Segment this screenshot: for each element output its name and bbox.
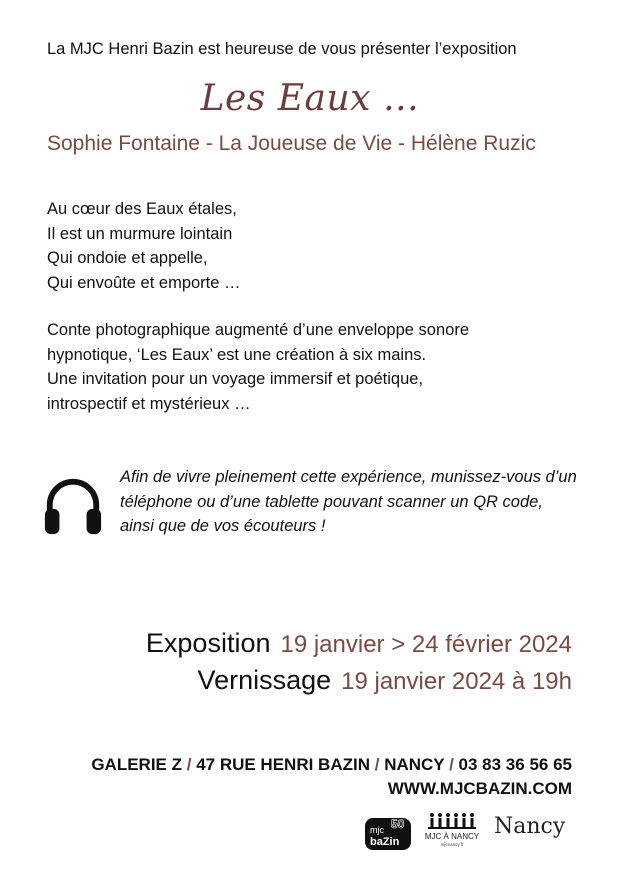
logo-text-bazin: baZin <box>370 836 400 848</box>
opening-label: Vernissage <box>197 665 332 695</box>
phone-number: 03 83 36 56 65 <box>458 755 572 774</box>
logo-text-mjc: mjc <box>370 825 384 835</box>
address-line <box>91 755 572 775</box>
headphones-note: Afin de vivre pleinement cette expérience, munissez-vous d’un téléphone ou d’une tablette pouvant scanner un QR code, ainsi que de vos écouteurs ! <box>120 468 577 535</box>
logo-text-url: mjcnancy.fr <box>440 842 464 847</box>
website-link[interactable]: WWW.MJCBAZIN.COM <box>387 779 572 798</box>
street-address: 47 RUE HENRI BAZIN <box>196 755 370 774</box>
separator: / <box>186 755 192 774</box>
intro-text: La MJC Henri Bazin est heureuse de vous présenter l’exposition <box>47 40 517 58</box>
opening-date-value: 19 janvier 2024 à 19h <box>341 668 572 695</box>
exhibition-title: Les Eaux … <box>200 78 420 119</box>
poem-line: Qui ondoie et appelle, <box>47 249 208 267</box>
mjc-a-nancy-logo <box>418 810 486 848</box>
logo-text-mjc-nancy: MJC À NANCY <box>424 832 480 841</box>
separator: / <box>374 755 380 774</box>
exhibition-dates <box>146 628 572 659</box>
poem-line: Au cœur des Eaux étales, <box>47 200 237 218</box>
exhibition-dates-value: 19 janvier > 24 février 2024 <box>280 631 572 658</box>
description-line: introspectif et mystérieux … <box>47 394 251 413</box>
venue-name: GALERIE Z <box>91 755 182 774</box>
poem-line: Il est un murmure lointain <box>47 224 233 243</box>
nancy-logo: Nancy <box>494 814 566 839</box>
description-line: Une invitation pour un voyage immersif et poétique, <box>47 370 424 388</box>
poem-line: Qui envoûte et emporte … <box>47 273 241 292</box>
mjc-50-bazin-logo <box>365 812 411 850</box>
exhibition-label: Exposition <box>145 628 271 658</box>
separator: / <box>449 755 454 774</box>
headphones-icon <box>42 474 104 536</box>
poem-block <box>47 197 241 295</box>
description-line: Conte photographique augmenté d’une enveloppe sonore <box>47 321 469 339</box>
logo-text-50: 50 <box>391 817 405 831</box>
artists-line: Sophie Fontaine - La Joueuse de Vie - Hélène Ruzic <box>47 132 536 155</box>
description-block <box>47 318 469 416</box>
city-name: NANCY <box>384 755 445 774</box>
opening-dates <box>198 665 572 696</box>
description-line: hypnotique, ‘Les Eaux’ est une création à six mains. <box>47 345 427 364</box>
